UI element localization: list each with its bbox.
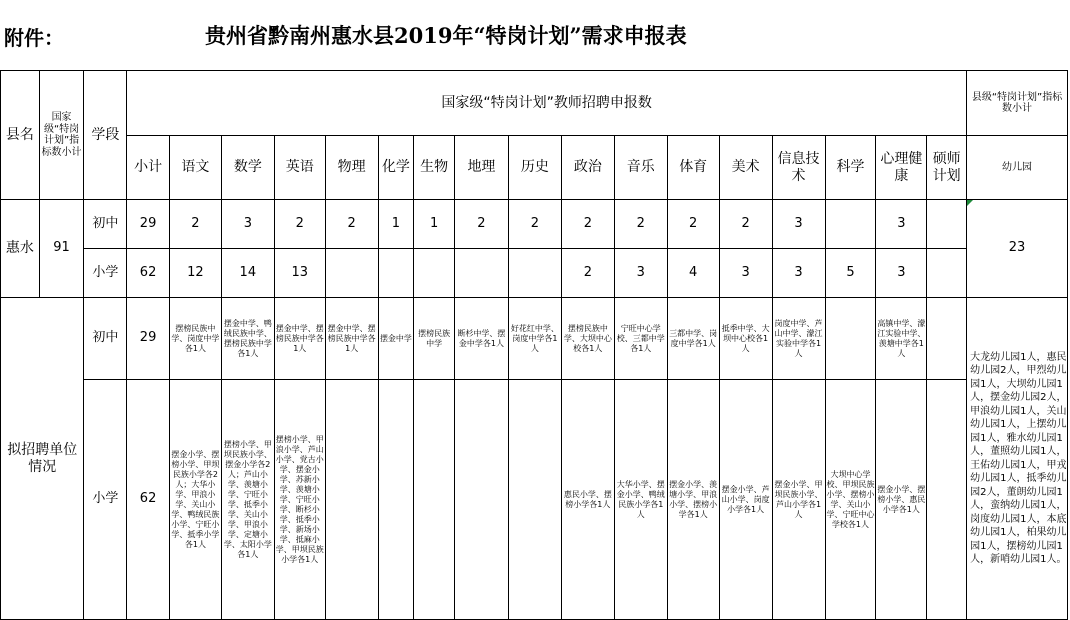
junior-unit: 摆榜民族中学、大坝中心校各1人: [561, 298, 614, 380]
subject-header: 数学: [221, 136, 274, 200]
junior-unit: 抵季中学、大坝中心校各1人: [719, 298, 772, 380]
subject-header: 音乐: [614, 136, 667, 200]
national-total-header: 国家级“特岗计划”指标数小计: [39, 71, 84, 200]
primary-unit: 摆榜小学、甲浪小学、芦山小学、党古小学、摆金小学、苏新小学、羡塘小学、宁旺小学、断杉小学、抵季小学、新场小学、抵麻小学、甲坝民族小学各1人: [274, 380, 325, 620]
junior-count: [927, 200, 967, 249]
primary-count: [414, 249, 455, 298]
demand-table: [0, 70, 1068, 620]
subject-header: 体育: [667, 136, 719, 200]
junior-count: 2: [614, 200, 667, 249]
units-label: 拟招聘单位情况: [1, 298, 84, 620]
primary-count: 4: [667, 249, 719, 298]
subject-header: 科学: [825, 136, 876, 200]
junior-count: 2: [325, 200, 378, 249]
junior-unit: 摆榜民族中学: [414, 298, 455, 380]
junior-subtotal: 29: [127, 298, 170, 380]
primary-count: 13: [274, 249, 325, 298]
junior-count: 2: [508, 200, 561, 249]
primary-count: [508, 249, 561, 298]
primary-count: 5: [825, 249, 876, 298]
junior-unit: 摆榜民族中学、岗度中学各1人: [169, 298, 221, 380]
subject-header: 政治: [561, 136, 614, 200]
junior-count: 1: [414, 200, 455, 249]
junior-count: 3: [772, 200, 825, 249]
county-name: 惠水: [1, 200, 40, 298]
stage-header: 学段: [84, 71, 127, 200]
primary-count: 3: [876, 249, 927, 298]
primary-unit: 摆金小学、摆榜小学、惠民小学各1人: [876, 380, 927, 620]
primary-count: [454, 249, 508, 298]
junior-unit: 好花红中学、岗度中学各1人: [508, 298, 561, 380]
subject-header: 小计: [127, 136, 170, 200]
primary-unit: 摆金小学、芦山小学、岗度小学各1人: [719, 380, 772, 620]
subject-header: 物理: [325, 136, 378, 200]
county-total: 91: [39, 200, 84, 298]
junior-unit: 摆金中学、摆榜民族中学各1人: [274, 298, 325, 380]
primary-count: [927, 249, 967, 298]
subject-header: 英语: [274, 136, 325, 200]
primary-unit: [414, 380, 455, 620]
subject-header: 化学: [378, 136, 414, 200]
stage-label: 初中: [84, 200, 127, 249]
primary-unit: 摆金小学、羡塘小学、甲浪小学、摆榜小学各1人: [667, 380, 719, 620]
attachment-label: 附件：: [4, 26, 64, 50]
junior-count: 3: [876, 200, 927, 249]
junior-count: 3: [221, 200, 274, 249]
stage-label: 小学: [84, 249, 127, 298]
junior-unit: 摆金中学: [378, 298, 414, 380]
primary-unit: [378, 380, 414, 620]
primary-unit: [325, 380, 378, 620]
junior-count: 2: [719, 200, 772, 249]
subject-header: 语文: [169, 136, 221, 200]
junior-unit: 高镇中学、濛江实验中学、羡塘中学各1人: [876, 298, 927, 380]
subject-header: 心理健康: [876, 136, 927, 200]
primary-unit: 摆金小学、甲坝民族小学、芦山小学各1人: [772, 380, 825, 620]
junior-count: 2: [274, 200, 325, 249]
primary-unit: 大坝中心学校、甲坝民族小学、摆榜小学、关山小学、宁旺中心学校各1人: [825, 380, 876, 620]
junior-count: 29: [127, 200, 170, 249]
primary-count: 2: [561, 249, 614, 298]
junior-unit: [825, 298, 876, 380]
stage-label: 初中: [84, 298, 127, 380]
primary-count: 62: [127, 249, 170, 298]
junior-unit: 摆金中学、摆榜民族中学各1人: [325, 298, 378, 380]
kindergarten-units: 大龙幼儿园1人，惠民幼儿园2人，甲烈幼儿园1人，大坝幼儿园1人，摆金幼儿园2人，甲浪幼儿园1人，关山幼儿园1人，上摆幼儿园1人，雅水幼儿园1人，董照幼儿园1人，王佑幼儿园1人，甲戎幼儿园1人，抵季幼儿园2人，董朗幼儿园1人，蛮纳幼儿园1人，岗度幼儿园1人，本底幼儿园1人，柏果幼儿园1人，摆榜幼儿园1人，新哨幼儿园1人。: [967, 298, 1068, 620]
kindergarten-header: 幼儿园: [967, 136, 1068, 200]
primary-unit: 摆榜小学、甲坝民族小学、摆金小学各2人；芦山小学、羡塘小学、宁旺小学、抵季小学、关山小学、甲浪小学、定塘小学、太阳小学各1人: [221, 380, 274, 620]
primary-count: [325, 249, 378, 298]
national-group-header: 国家级“特岗计划”教师招聘申报数: [127, 71, 967, 136]
junior-count: 2: [667, 200, 719, 249]
junior-count: [825, 200, 876, 249]
primary-count: 3: [772, 249, 825, 298]
junior-unit: 摆金中学、鸭绒民族中学、摆榜民族中学各1人: [221, 298, 274, 380]
primary-count: 3: [719, 249, 772, 298]
subject-header: 硕师计划: [927, 136, 967, 200]
subject-header: 信息技术: [772, 136, 825, 200]
title-bar: [0, 0, 1070, 70]
junior-unit: 岗度中学、芦山中学、濛江实验中学各1人: [772, 298, 825, 380]
junior-count: 2: [454, 200, 508, 249]
junior-unit: 断杉中学、摆金中学各1人: [454, 298, 508, 380]
primary-unit: 摆金小学、摆榜小学、甲坝民族小学各2人；大华小学、甲浪小学、关山小学、鸭绒民族小学、宁旺小学、抵季小学各1人: [169, 380, 221, 620]
primary-unit: [927, 380, 967, 620]
primary-subtotal: 62: [127, 380, 170, 620]
primary-count: 3: [614, 249, 667, 298]
primary-unit: [508, 380, 561, 620]
junior-unit: 三都中学、岗度中学各1人: [667, 298, 719, 380]
primary-count: 12: [169, 249, 221, 298]
junior-unit: [927, 298, 967, 380]
subject-header: 历史: [508, 136, 561, 200]
county-header: 县名: [1, 71, 40, 200]
junior-count: 1: [378, 200, 414, 249]
stage-label: 小学: [84, 380, 127, 620]
junior-unit: 宁旺中心学校、三都中学各1人: [614, 298, 667, 380]
primary-unit: 大华小学、摆金小学、鸭绒民族小学各1人: [614, 380, 667, 620]
subject-header: 生物: [414, 136, 455, 200]
subject-header: 美术: [719, 136, 772, 200]
primary-unit: [454, 380, 508, 620]
primary-count: 14: [221, 249, 274, 298]
primary-count: [378, 249, 414, 298]
kindergarten-count: 23: [967, 200, 1068, 298]
primary-unit: 惠民小学、摆榜小学各1人: [561, 380, 614, 620]
county-group-header: 县级“特岗计划”指标数小计: [967, 71, 1068, 136]
page-title: 贵州省黔南州惠水县2019年“特岗计划”需求申报表: [205, 23, 687, 48]
subject-header: 地理: [454, 136, 508, 200]
junior-count: 2: [561, 200, 614, 249]
junior-count: 2: [169, 200, 221, 249]
